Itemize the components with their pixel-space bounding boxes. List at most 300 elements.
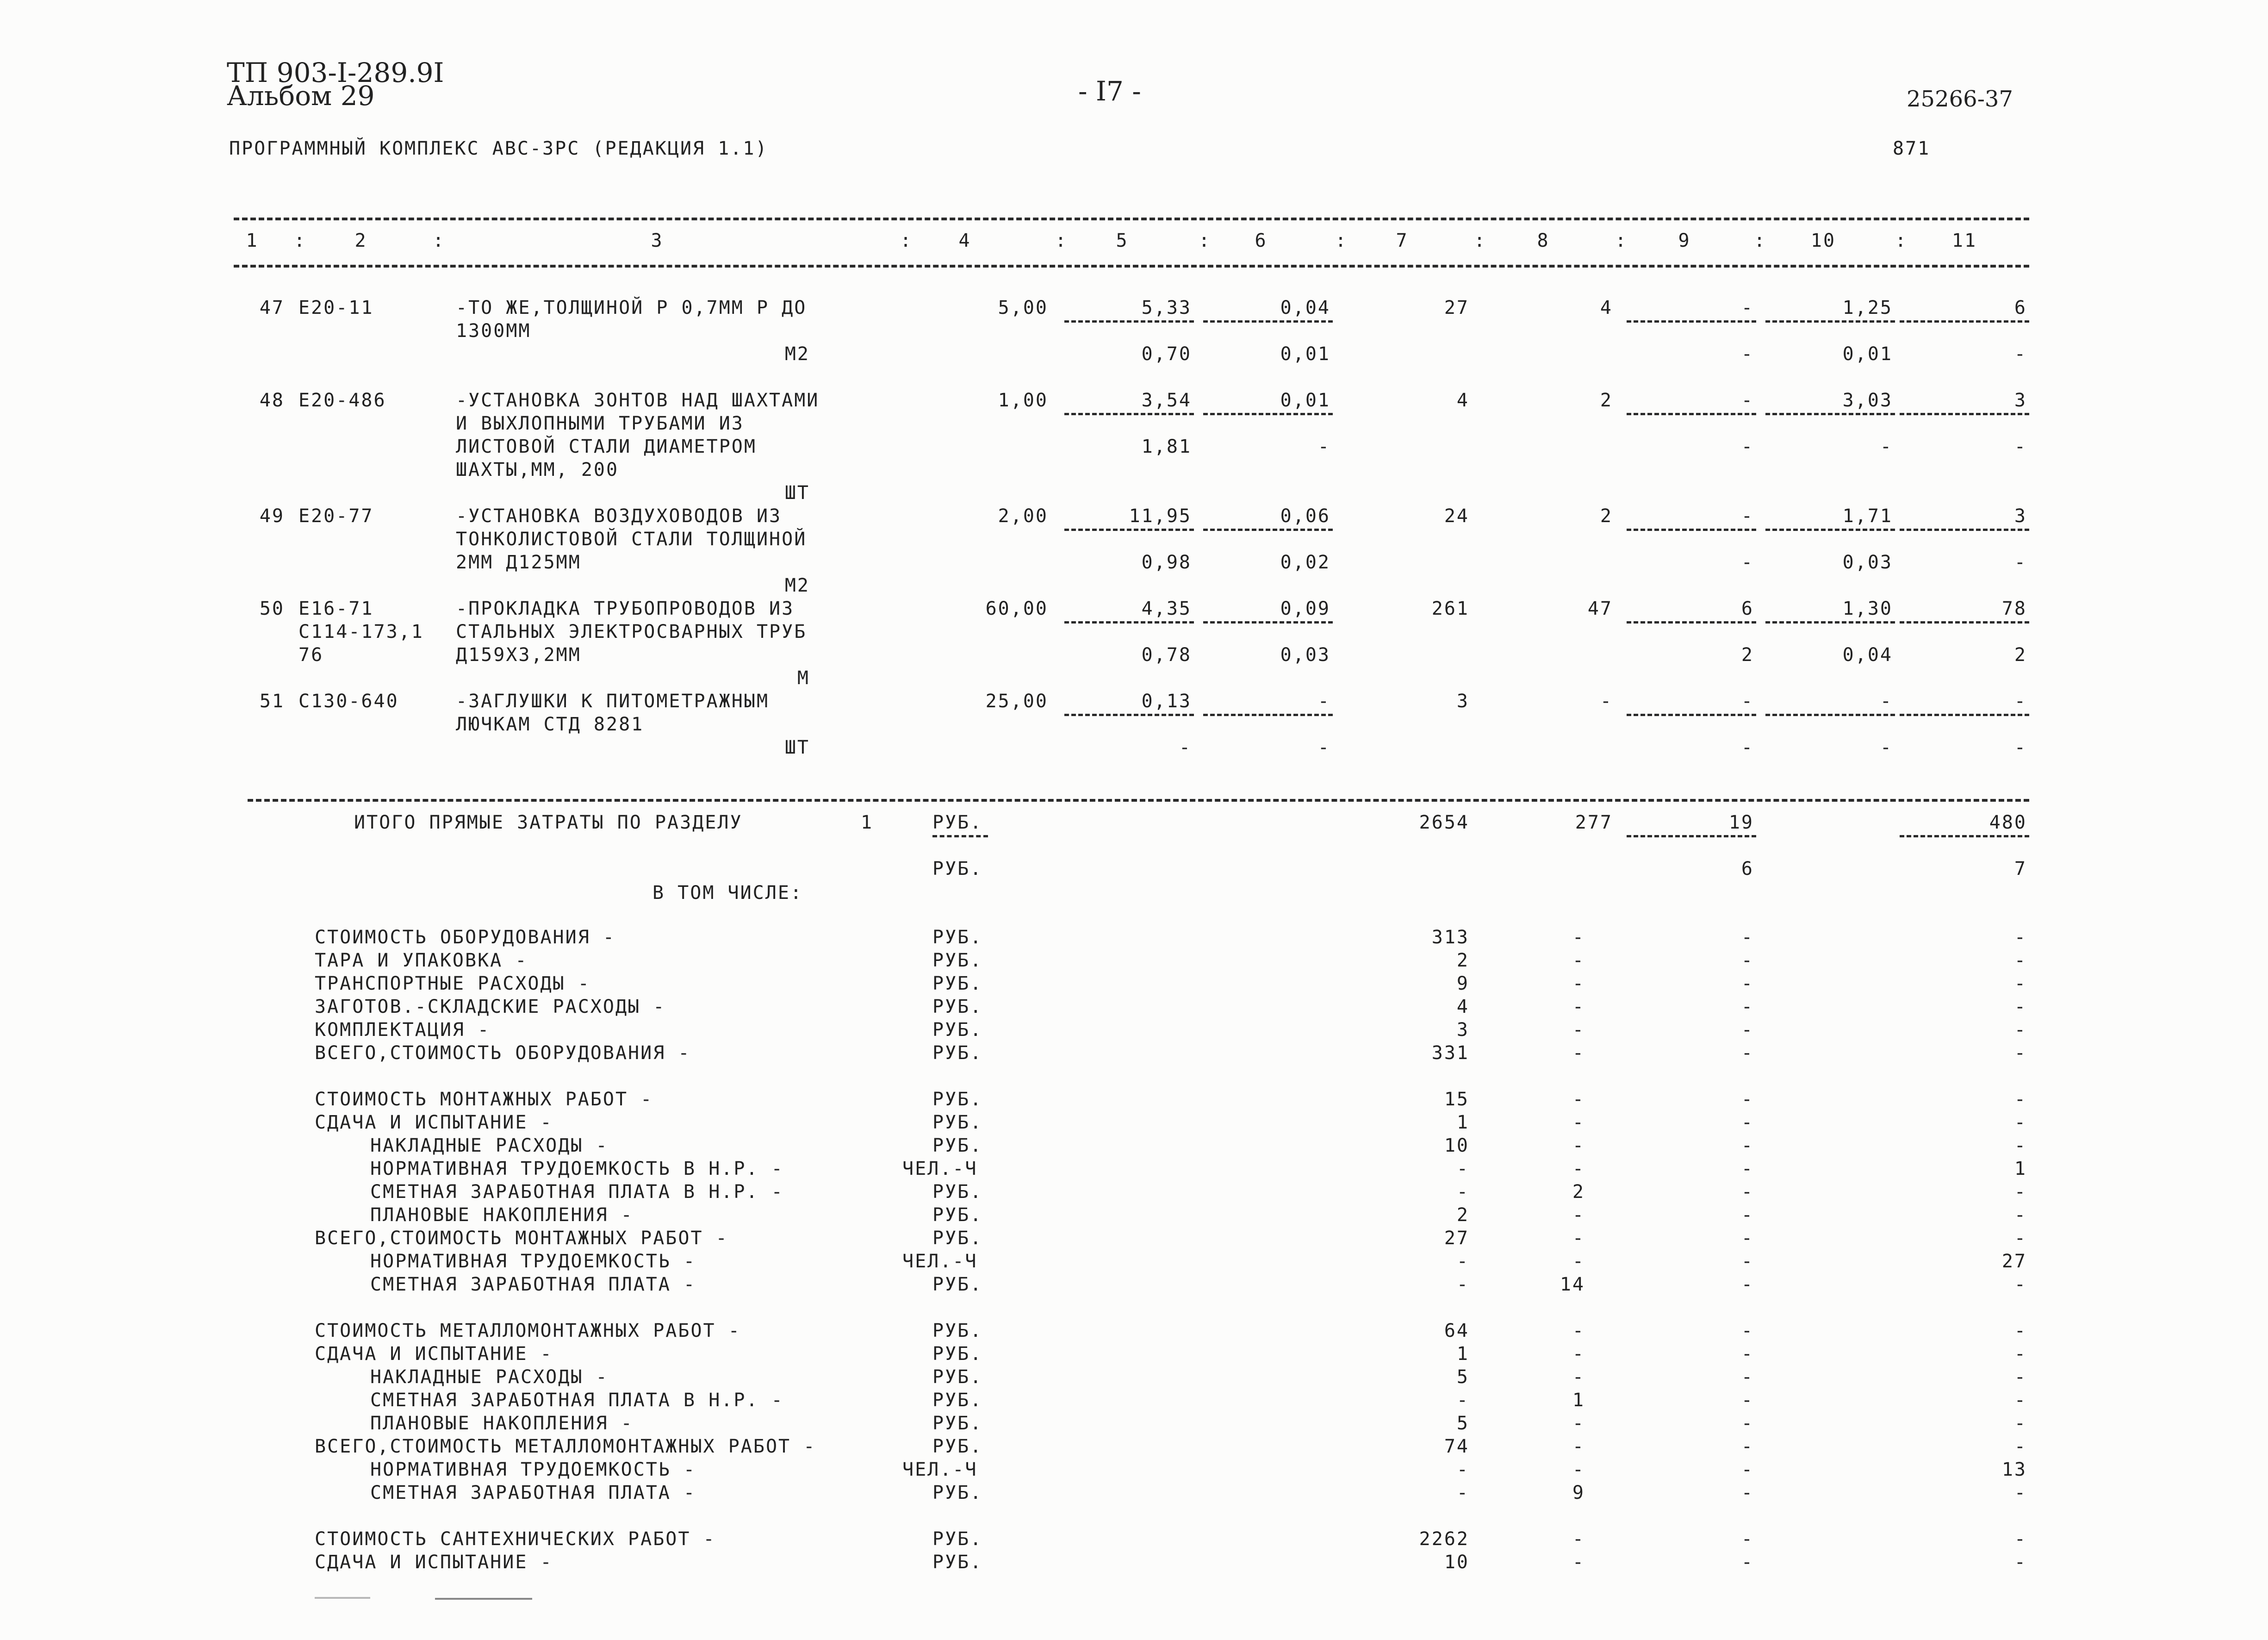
work-description: -ПРОКЛАДКА ТРУБОПРОВОДОВ ИЗ [456,598,795,619]
breakdown-unit: РУБ. [932,1413,983,1434]
breakdown-unit: ЧЕЛ.-Ч [902,1459,978,1480]
rate-code: С114-173,1 [298,621,424,642]
total-c7: 2654 [1419,812,1469,833]
breakdown-c8: - [1572,950,1585,971]
breakdown-c9: - [1741,1413,1754,1434]
breakdown-unit: РУБ. [932,1042,983,1064]
breakdown-c11: 13 [2001,1459,2027,1480]
cell-c9b: - [1741,343,1754,365]
cell-c9: - [1741,505,1754,527]
breakdown-c9: - [1741,1482,1754,1503]
cell-c9b: - [1741,737,1754,758]
cell-underline [1900,835,2029,837]
breakdown-c7: 4 [1456,996,1469,1017]
breakdown-c8: - [1572,1204,1585,1226]
breakdown-unit: РУБ. [932,950,983,971]
breakdown-c9: - [1741,1135,1754,1156]
breakdown-unit: ЧЕЛ.-Ч [902,1251,978,1272]
cell-c6: 0,04 [1280,297,1330,318]
breakdown-label: СТОИМОСТЬ МОНТАЖНЫХ РАБОТ - [315,1089,653,1110]
cell-c10b: 0,03 [1842,552,1893,573]
column-header-1: 1 [246,230,259,251]
cell-underline [1765,621,1895,624]
cell-underline [1627,621,1756,624]
cell-underline [1627,835,1756,837]
breakdown-c8: - [1572,1112,1585,1133]
column-header-3: 3 [651,230,664,251]
breakdown-c8: 1 [1572,1390,1585,1411]
breakdown-c9: - [1741,973,1754,994]
breakdown-label: СДАЧА И ИСПЫТАНИЕ - [315,1343,553,1365]
column-separator: : [1615,230,1628,251]
breakdown-c8: - [1572,1019,1585,1041]
cell-underline [1064,714,1194,716]
cell-c10b: - [1880,737,1893,758]
column-separator: : [294,230,307,251]
breakdown-label: ВСЕГО,СТОИМОСТЬ МЕТАЛЛОМОНТАЖНЫХ РАБОТ - [315,1436,816,1457]
breakdown-c9: - [1741,1390,1754,1411]
breakdown-c11: - [2014,1528,2027,1550]
column-separator: : [433,230,446,251]
total-c11b: 7 [2014,858,2027,879]
album-label: Альбом 29 [227,80,375,112]
cell-c11b: 2 [2014,644,2027,666]
document-id: 25266-37 [1907,86,2013,112]
cell-c5b: 0,70 [1141,343,1192,365]
scan-mark [315,1597,370,1599]
breakdown-c11: - [2014,1274,2027,1295]
unit-of-measure: ШТ [784,482,810,504]
breakdown-c7: 10 [1444,1135,1469,1156]
breakdown-c7: 64 [1444,1320,1469,1341]
breakdown-c9: - [1741,1089,1754,1110]
breakdown-c7: 2 [1456,950,1469,971]
breakdown-label: СТОИМОСТЬ МЕТАЛЛОМОНТАЖНЫХ РАБОТ - [315,1320,741,1341]
cell-qty: 5,00 [998,297,1048,318]
breakdown-c9: - [1741,1181,1754,1203]
cell-c6b: 0,02 [1280,552,1330,573]
cell-underline [1765,320,1895,323]
cell-underline [1064,413,1194,415]
cell-c7: 3 [1456,691,1469,712]
column-header-10: 10 [1810,230,1836,251]
total-rule [248,799,2029,802]
breakdown-c7: 15 [1444,1089,1469,1110]
breakdown-c11: - [2014,1413,2027,1434]
cell-underline [1627,413,1756,415]
breakdown-unit: РУБ. [932,1436,983,1457]
breakdown-c9: - [1741,1158,1754,1179]
breakdown-c11: - [2014,1320,2027,1341]
breakdown-c11: - [2014,1436,2027,1457]
cell-c8: 4 [1600,297,1613,318]
breakdown-c9: - [1741,1320,1754,1341]
cell-c9b: - [1741,436,1754,457]
cell-underline [1765,529,1895,531]
breakdown-c7: - [1456,1181,1469,1203]
breakdown-unit: ЧЕЛ.-Ч [902,1158,978,1179]
cell-c11b: - [2014,343,2027,365]
cell-c6b: 0,01 [1280,343,1330,365]
rate-code: Е20-77 [298,505,374,527]
breakdown-c8: - [1572,1413,1585,1434]
estimate-row-50-number: 50 [259,598,285,619]
breakdown-c8: - [1572,1459,1585,1480]
breakdown-c7: 313 [1431,927,1469,948]
cell-c5b: 0,78 [1141,644,1192,666]
breakdown-c7: 1 [1456,1343,1469,1365]
breakdown-c9: - [1741,1204,1754,1226]
cell-c7: 261 [1431,598,1469,619]
work-description: ЛЮЧКАМ СТД 8281 [456,714,644,735]
breakdown-c11: - [2014,1019,2027,1041]
cell-c11: 3 [2014,505,2027,527]
cell-underline [1203,413,1333,415]
breakdown-c11: - [2014,950,2027,971]
breakdown-label: КОМПЛЕКТАЦИЯ - [315,1019,491,1041]
breakdown-label: ТАРА И УПАКОВКА - [315,950,528,971]
cell-underline [1064,529,1194,531]
breakdown-c8: - [1572,996,1585,1017]
breakdown-c9: - [1741,1274,1754,1295]
breakdown-c7: 331 [1431,1042,1469,1064]
cell-c11: 3 [2014,390,2027,411]
cell-c5: 0,13 [1141,691,1192,712]
breakdown-c11: - [2014,1482,2027,1503]
breakdown-c9: - [1741,1042,1754,1064]
breakdown-c11: 1 [2014,1158,2027,1179]
cell-c10: 1,71 [1842,505,1893,527]
breakdown-unit: РУБ. [932,973,983,994]
cell-c5: 3,54 [1141,390,1192,411]
breakdown-label: ВСЕГО,СТОИМОСТЬ МОНТАЖНЫХ РАБОТ - [315,1228,728,1249]
work-description: ТОНКОЛИСТОВОЙ СТАЛИ ТОЛЩИНОЙ [456,529,807,550]
cell-c9: - [1741,390,1754,411]
estimate-row-47-number: 47 [259,297,285,318]
unit-of-measure: ШТ [784,737,810,758]
cell-underline [1627,529,1756,531]
breakdown-c8: 9 [1572,1482,1585,1503]
column-header-11: 11 [1951,230,1977,251]
breakdown-unit: РУБ. [932,1181,983,1203]
breakdown-c9: - [1741,1112,1754,1133]
work-description: -УСТАНОВКА ЗОНТОВ НАД ШАХТАМИ [456,390,820,411]
including-heading: В ТОМ ЧИСЛЕ: [652,882,803,904]
breakdown-unit: РУБ. [932,1089,983,1110]
breakdown-label: СМЕТНАЯ ЗАРАБОТНАЯ ПЛАТА - [370,1482,696,1503]
breakdown-unit: РУБ. [932,1019,983,1041]
breakdown-unit: РУБ. [932,1343,983,1365]
breakdown-label: СДАЧА И ИСПЫТАНИЕ - [315,1112,553,1133]
breakdown-c8: - [1572,1228,1585,1249]
cell-c10b: - [1880,436,1893,457]
cell-c5b: - [1179,737,1192,758]
breakdown-c11: - [2014,973,2027,994]
breakdown-c8: - [1572,927,1585,948]
doc-code: ТП 903-I-289.9I [227,57,444,88]
total-c9: 19 [1728,812,1754,833]
cell-c9: - [1741,297,1754,318]
breakdown-c9: - [1741,927,1754,948]
unit-of-measure: М [797,667,810,689]
breakdown-c8: - [1572,1528,1585,1550]
column-header-7: 7 [1396,230,1409,251]
column-separator: : [1474,230,1487,251]
cell-c11: 78 [2001,598,2027,619]
work-description: И ВЫХЛОПНЫМИ ТРУБАМИ ИЗ [456,413,744,434]
total-unit-second: РУБ. [932,858,983,879]
program-page-number: 871 [1893,138,1931,159]
cell-qty: 1,00 [998,390,1048,411]
breakdown-c11: - [2014,1089,2027,1110]
breakdown-c11: - [2014,1343,2027,1365]
breakdown-label: НАКЛАДНЫЕ РАСХОДЫ - [370,1366,609,1388]
total-c11: 480 [1989,812,2027,833]
total-c8: 277 [1575,812,1613,833]
column-header-8: 8 [1537,230,1550,251]
breakdown-c7: - [1456,1158,1469,1179]
total-unit: РУБ. [932,812,983,833]
cell-c10b: 0,01 [1842,343,1893,365]
cell-c7: 24 [1444,505,1469,527]
rate-code: Е20-486 [298,390,386,411]
cell-qty: 2,00 [998,505,1048,527]
cell-underline [1627,714,1756,716]
breakdown-c7: 1 [1456,1112,1469,1133]
breakdown-c11: - [2014,1204,2027,1226]
cell-underline [1765,413,1895,415]
breakdown-c11: - [2014,1042,2027,1064]
cell-c6b: - [1317,737,1330,758]
breakdown-c11: - [2014,927,2027,948]
breakdown-label: СМЕТНАЯ ЗАРАБОТНАЯ ПЛАТА В Н.Р. - [370,1181,784,1203]
cell-c8: 2 [1600,390,1613,411]
breakdown-unit: РУБ. [932,1482,983,1503]
cell-underline [1627,320,1756,323]
breakdown-c9: - [1741,996,1754,1017]
breakdown-c8: - [1572,1552,1585,1573]
cell-c9b: 2 [1741,644,1754,666]
cell-c11b: - [2014,552,2027,573]
cell-c11b: - [2014,737,2027,758]
breakdown-label: ПЛАНОВЫЕ НАКОПЛЕНИЯ - [370,1413,634,1434]
column-header-5: 5 [1116,230,1129,251]
estimate-row-48-number: 48 [259,390,285,411]
breakdown-c7: 74 [1444,1436,1469,1457]
cell-underline [1064,320,1194,323]
breakdown-c9: - [1741,1436,1754,1457]
breakdown-c8: - [1572,1320,1585,1341]
column-separator: : [1895,230,1908,251]
page-number: - I7 - [1078,75,1141,107]
breakdown-label: НОРМАТИВНАЯ ТРУДОЕМКОСТЬ - [370,1459,696,1480]
breakdown-unit: РУБ. [932,1528,983,1550]
cell-underline [1203,621,1333,624]
column-separator: : [1055,230,1068,251]
breakdown-c9: - [1741,1552,1754,1573]
cell-c8: 2 [1600,505,1613,527]
breakdown-unit: РУБ. [932,1274,983,1295]
breakdown-c11: - [2014,1181,2027,1203]
unit-of-measure: М2 [784,343,810,365]
breakdown-c11: 27 [2001,1251,2027,1272]
breakdown-c7: 5 [1456,1413,1469,1434]
column-header-2: 2 [354,230,367,251]
breakdown-c8: 2 [1572,1181,1585,1203]
cell-c11: 6 [2014,297,2027,318]
cell-c5b: 0,98 [1141,552,1192,573]
column-header-4: 4 [958,230,971,251]
breakdown-c8: - [1572,1158,1585,1179]
breakdown-label: ВСЕГО,СТОИМОСТЬ ОБОРУДОВАНИЯ - [315,1042,691,1064]
breakdown-c8: - [1572,1436,1585,1457]
breakdown-label: НОРМАТИВНАЯ ТРУДОЕМКОСТЬ В Н.Р. - [370,1158,784,1179]
column-separator: : [1199,230,1212,251]
cell-c9: - [1741,691,1754,712]
breakdown-c9: - [1741,1366,1754,1388]
breakdown-c7: - [1456,1251,1469,1272]
breakdown-c8: - [1572,1251,1585,1272]
breakdown-c9: - [1741,1251,1754,1272]
breakdown-c8: - [1572,1135,1585,1156]
cell-c5: 11,95 [1129,505,1192,527]
program-title: ПРОГРАММНЫЙ КОМПЛЕКС АВС-3РС (РЕДАКЦИЯ 1.1) [229,138,768,159]
work-description: 2ММ Д125ММ [456,552,581,573]
breakdown-c11: - [2014,1552,2027,1573]
cell-c6b: 0,03 [1280,644,1330,666]
column-separator: : [1754,230,1767,251]
breakdown-c7: 10 [1444,1552,1469,1573]
breakdown-c7: 2262 [1419,1528,1469,1550]
cell-c10: - [1880,691,1893,712]
breakdown-unit: РУБ. [932,927,983,948]
cell-c7: 4 [1456,390,1469,411]
total-c9b: 6 [1741,858,1754,879]
breakdown-unit: РУБ. [932,1366,983,1388]
cell-c10b: 0,04 [1842,644,1893,666]
cell-c10: 1,25 [1842,297,1893,318]
rate-code: 76 [298,644,324,666]
breakdown-unit: РУБ. [932,996,983,1017]
cell-underline [1064,621,1194,624]
breakdown-unit: РУБ. [932,1135,983,1156]
breakdown-c9: - [1741,950,1754,971]
breakdown-unit: РУБ. [932,1552,983,1573]
estimate-row-49-number: 49 [259,505,285,527]
breakdown-unit: РУБ. [932,1228,983,1249]
work-description: 1300ММ [456,320,531,342]
header-rule-bottom [234,265,2029,268]
cell-underline [1203,714,1333,716]
breakdown-c7: 5 [1456,1366,1469,1388]
breakdown-label: ПЛАНОВЫЕ НАКОПЛЕНИЯ - [370,1204,634,1226]
breakdown-unit: РУБ. [932,1390,983,1411]
cell-c7: 27 [1444,297,1469,318]
breakdown-c7: - [1456,1482,1469,1503]
cell-c9b: - [1741,552,1754,573]
column-separator: : [900,230,913,251]
breakdown-c7: 27 [1444,1228,1469,1249]
work-description: -ТО ЖЕ,ТОЛЩИНОЙ Р 0,7ММ Р ДО [456,297,807,318]
breakdown-label: СТОИМОСТЬ ОБОРУДОВАНИЯ - [315,927,615,948]
breakdown-unit: РУБ. [932,1112,983,1133]
cell-c6b: - [1317,436,1330,457]
cell-c11b: - [2014,436,2027,457]
cell-underline [1765,714,1895,716]
cell-c6: 0,09 [1280,598,1330,619]
rate-code: Е20-11 [298,297,374,318]
cell-qty: 25,00 [985,691,1048,712]
work-description: -УСТАНОВКА ВОЗДУХОВОДОВ ИЗ [456,505,782,527]
breakdown-c7: 3 [1456,1019,1469,1041]
breakdown-label: СМЕТНАЯ ЗАРАБОТНАЯ ПЛАТА - [370,1274,696,1295]
breakdown-c8: - [1572,1089,1585,1110]
breakdown-label: НАКЛАДНЫЕ РАСХОДЫ - [370,1135,609,1156]
unit-underline [932,835,988,837]
breakdown-c7: - [1456,1390,1469,1411]
cell-c6: 0,06 [1280,505,1330,527]
work-description: Д159Х3,2ММ [456,644,581,666]
breakdown-c7: 9 [1456,973,1469,994]
work-description: СТАЛЬНЫХ ЭЛЕКТРОСВАРНЫХ ТРУБ [456,621,807,642]
breakdown-c11: - [2014,996,2027,1017]
breakdown-unit: РУБ. [932,1320,983,1341]
breakdown-label: ЗАГОТОВ.-СКЛАДСКИЕ РАСХОДЫ - [315,996,666,1017]
work-description: -ЗАГЛУШКИ К ПИТОМЕТРАЖНЫМ [456,691,770,712]
breakdown-label: СТОИМОСТЬ САНТЕХНИЧЕСКИХ РАБОТ - [315,1528,716,1550]
breakdown-unit: РУБ. [932,1204,983,1226]
cell-c11: - [2014,691,2027,712]
breakdown-c11: - [2014,1135,2027,1156]
header-rule-top [234,218,2029,220]
cell-c6: 0,01 [1280,390,1330,411]
cell-underline [1900,714,2029,716]
cell-c8: 47 [1587,598,1613,619]
breakdown-c9: - [1741,1019,1754,1041]
total-label: ИТОГО ПРЯМЫЕ ЗАТРАТЫ ПО РАЗДЕЛУ [354,812,743,833]
breakdown-c8: - [1572,973,1585,994]
breakdown-c7: - [1456,1459,1469,1480]
rate-code: Е16-71 [298,598,374,619]
breakdown-c9: - [1741,1459,1754,1480]
cell-underline [1203,529,1333,531]
breakdown-label: НОРМАТИВНАЯ ТРУДОЕМКОСТЬ - [370,1251,696,1272]
cell-c5: 5,33 [1141,297,1192,318]
breakdown-c9: - [1741,1228,1754,1249]
breakdown-label: ТРАНСПОРТНЫЕ РАСХОДЫ - [315,973,590,994]
cell-c8: - [1600,691,1613,712]
work-description: ШАХТЫ,ММ, 200 [456,459,619,480]
cell-underline [1900,413,2029,415]
work-description: ЛИСТОВОЙ СТАЛИ ДИАМЕТРОМ [456,436,757,457]
breakdown-c7: 2 [1456,1204,1469,1226]
cell-qty: 60,00 [985,598,1048,619]
breakdown-c8: - [1572,1366,1585,1388]
rate-code: С130-640 [298,691,399,712]
breakdown-c11: - [2014,1112,2027,1133]
breakdown-label: СМЕТНАЯ ЗАРАБОТНАЯ ПЛАТА В Н.Р. - [370,1390,784,1411]
breakdown-c8: - [1572,1343,1585,1365]
breakdown-c11: - [2014,1390,2027,1411]
breakdown-c9: - [1741,1528,1754,1550]
breakdown-c8: - [1572,1042,1585,1064]
total-section-number: 1 [861,812,874,833]
cell-c5: 4,35 [1141,598,1192,619]
breakdown-c8: 14 [1560,1274,1585,1295]
cell-underline [1900,621,2029,624]
column-separator: : [1335,230,1348,251]
column-header-9: 9 [1678,230,1691,251]
